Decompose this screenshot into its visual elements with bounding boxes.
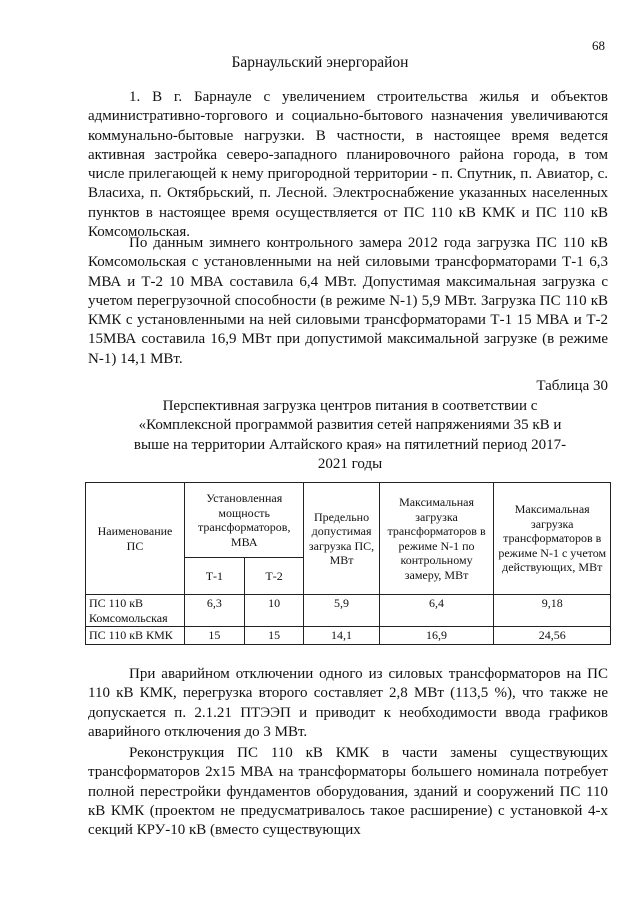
table-caption: Перспективная загрузка центров питания в соответствии с «Комплексной программой развития сетей напряжениями 35 кВ и выше на территории Алтайского края» на пятилетний период 2017-2021 годы <box>133 398 567 472</box>
table-row <box>86 595 611 627</box>
header-capacity: Установленная мощность трансформаторов, МВА <box>184 483 303 558</box>
header-limit: Предельно допустимая загрузка ПС, МВт <box>304 483 379 595</box>
header-t1: Т-1 <box>184 558 244 595</box>
page-title: Барнаульский энергорайон <box>231 54 409 71</box>
paragraph-2: По данным зимнего контрольного замера 2012 года загрузка ПС 110 кВ Комсомольская с установленными на ней силовыми трансформаторами Т-1 6,3 МВА и Т-2 10 МВА составила 6,4 МВт. Допустимая максимальная загрузка с учетом перегрузочной способности (в режиме N-1) 5,9 МВт. Загрузка ПС 110 кВ КМК с установленными на ней силовыми трансформаторами Т-1 15 МВА и Т-2 15МВА составила 16,9 МВт при допустимой максимальной загрузке (в режиме N-1) 14,1 МВт. <box>88 235 608 367</box>
paragraph-1: 1. В г. Барнауле с увеличением строительства жилья и объектов административно-торгового и социально-бытового назначения увеличиваются коммунально-бытовые нагрузки. В частности, в настоящее время ведется активная застройка северо-западного планировочного района города, в том числе прилегающей к нему пригородной территории - п. Спутник, п. Авиатор, с. Власиха, п. Октябрьский, п. Лесной. Электроснабжение указанных населенных пунктов в настоящее время осуществляется от ПС 110 кВ КМК и ПС 110 кВ Комсомольская. <box>88 89 608 241</box>
table-header-row <box>86 483 611 558</box>
header-t2: Т-2 <box>244 558 304 595</box>
row-max-load: 6,4 <box>379 595 494 627</box>
row-name: ПС 110 кВ Комсомольская <box>86 595 185 627</box>
paragraph-3: При аварийном отключении одного из силовых трансформаторов на ПС 110 кВ КМК, перегрузка второго составляет 2,8 МВт (113,5 %), что также не допускается п. 2.1.21 ПТЭЭП и приводит к необходимости ввода графиков аварийного отключения до 3 МВт. <box>88 666 608 740</box>
row-name: ПС 110 кВ КМК <box>86 627 185 645</box>
row-limit: 14,1 <box>304 627 379 645</box>
header-max-load-actual: Максимальная загрузка трансформаторов в режиме N-1 с учетом действующих, МВт <box>494 483 611 595</box>
row-t2: 15 <box>244 627 304 645</box>
row-limit: 5,9 <box>304 595 379 627</box>
row-max-load: 16,9 <box>379 627 494 645</box>
row-t1: 15 <box>184 627 244 645</box>
page-number: 68 <box>592 38 605 53</box>
table-row <box>86 627 611 645</box>
paragraph-4: Реконструкция ПС 110 кВ КМК в части замены существующих трансформаторов 2х15 МВА на трансформаторы большего номинала потребует полной перестройки фундаментов оборудования, зданий и сооружений ПС 110 кВ КМК (проектом не предусматривалось такое расширение) с установкой 4-х секций КРУ-10 кВ (вместо существующих <box>88 745 608 839</box>
row-t1: 6,3 <box>184 595 244 627</box>
row-max-load-actual: 24,56 <box>494 627 611 645</box>
table-label: Таблица 30 <box>536 378 608 394</box>
row-max-load-actual: 9,18 <box>494 595 611 627</box>
load-table <box>85 482 611 645</box>
header-max-load: Максимальная загрузка трансформаторов в режиме N-1 по контрольному замеру, МВт <box>379 483 494 595</box>
header-name: Наименование ПС <box>86 483 185 595</box>
row-t2: 10 <box>244 595 304 627</box>
